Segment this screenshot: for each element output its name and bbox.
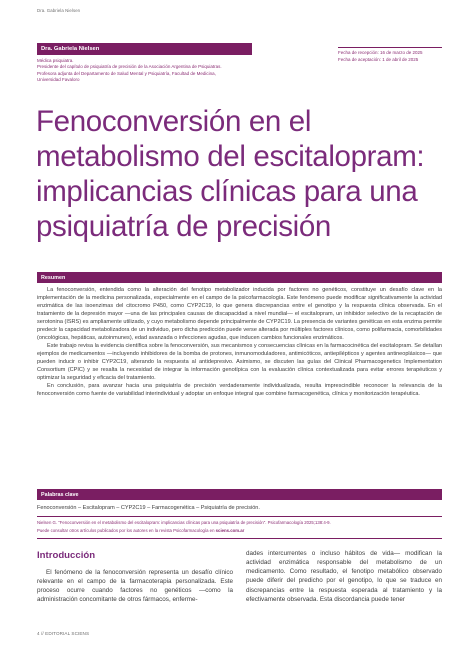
article-title: Fenoconversión en el metabolismo del escitalopram: implicancias clínicas para una psiquiatría de precisión [36, 105, 425, 243]
divider [37, 516, 442, 517]
body-paragraph: El fenómeno de la fenoconversión representa un desafío clínico relevante en el campo de la farmacoterapia personalizada. Este proceso ocurre cuando factores no genéticos —como la administración concomitante de otros fármacos, enferme- [37, 569, 233, 604]
author-name: Dra. Gabriela Nielsen [37, 43, 252, 55]
affiliation-line: Médica psiquiatra. [37, 58, 74, 63]
accepted-date: Fecha de aceptación: 1 de abril de 2025 [338, 56, 419, 62]
body-column-right [246, 549, 442, 604]
journal-link[interactable]: sciens.com.ar [215, 528, 245, 533]
abstract-paragraph: La fenoconversión, entendida como la alteración del fenotipo metabolizador inducida por factores no genéticos, constituye un desafío clave en la implementación de la medicina personalizada, especialmente en el campo de la psicofarmacología. Este fenómeno puede modificar significativamente la actividad enzimática de las isoenzimas del citocromo P450, como CYP2C19, lo que genera discrepancias entre el genotipo y la respuesta clínica observada. En el tratamiento de la depresión mayor —una de las principales causas de discapacidad a nivel mundial— el escitalopram, un inhibidor selectivo de la recaptación de serotonina (ISRS) es ampliamente utilizado, y cuyo metabolismo depende principalmente de CYP2C19. La presencia de variantes genéticas en esta enzima permite predecir la capacidad metabolizadora de un individuo, pero dicha predicción puede verse alterada por múltiples factores clínicos, como polifarmacia, comorbilidades (oncológicas, hepáticas, autoinmunes), edad avanzada o infecciones agudas, que inducen cambios funcionales enzimáticos. [37, 287, 442, 341]
affiliation-line: Presidente del capítulo de psiquiatría de precisión de la Asociación Argentina de Psiquiatras. [37, 64, 222, 70]
author-block [37, 43, 252, 84]
body-column-left [37, 550, 233, 605]
divider [37, 538, 442, 539]
abstract-paragraph: En conclusión, para avanzar hacia una psiquiatría de precisión verdaderamente individualizada, resulta imprescindible reconocer la relevancia de la fenoconversión como fuente de variabilidad interindividual y adoptar un enfoque integral que combine farmacogenética, clínica y monitorización terapéutica. [37, 383, 442, 397]
running-head: Dra. Gabriela Nielsen [37, 8, 81, 13]
access-prefix: Puede consultar otros artículos publicados por los autores en la revista Psicofarmacología en [37, 528, 215, 533]
keywords-heading: Palabras clave [37, 489, 442, 500]
abstract-body [37, 286, 442, 398]
affiliation-line: Profesora adjunta del Departamento de Salud Mental y Psiquiatría, Facultad de Medicina, [37, 70, 216, 76]
abstract-paragraph: Este trabajo revisa la evidencia científica sobre la fenoconversión, sus mecanismos y consecuencias clínicas en la farmacocinética del escitalopram. Se detallan ejemplos de medicamentos —incluyendo inhibidores de la bomba de protones, inmunomoduladores, antimicóticos, antiepilépticos y agentes antineoplásicos— que pueden inducir o inhibir CYP2C19, alterando la respuesta al antidepresivo. Asimismo, se discuten las guías del Clinical Pharmacogenetics Implementation Consortium (CPIC) y se resalta la necesidad de integrar la información genotípica con la evaluación clínica contextualizada para evitar errores terapéuticos y optimizar la seguridad y eficacia del tratamiento. [37, 343, 442, 381]
page-footer: 4 // EDITORIAL SCIENS [37, 631, 90, 636]
publication-dates [338, 47, 442, 63]
access-note [37, 528, 442, 534]
received-date: Fecha de recepción: 16 de marzo de 2025 [338, 50, 423, 55]
citation-text: Nielsen G. "Fenoconversión en el metabolismo del escitalopram: implicancias clínicas para una psiquiatría de precisión". Psicofarmacología 2025;138:4-9. [37, 520, 331, 525]
abstract-heading: Resumen [37, 272, 442, 283]
body-paragraph: dades intercurrentes o incluso hábitos de vida— modifican la actividad enzimática responsable del metabolismo de un medicamento. Como resultado, el fenotipo metabólico observado puede diferir del predicho por el genotipo, lo que se traduce en discrepancias entre la respuesta esperada al tratamiento y la efectivamente observada. Esta discordancia puede tener [246, 550, 442, 603]
keywords-text: Fenoconversión – Escitalopram – CYP2C19 – Farmacogenética – Psiquiatría de precisión. [37, 505, 260, 511]
affiliation-line: Universidad Favaloro [37, 77, 80, 83]
author-affiliation [37, 58, 252, 84]
section-heading-introduccion: Introducción [37, 550, 96, 561]
